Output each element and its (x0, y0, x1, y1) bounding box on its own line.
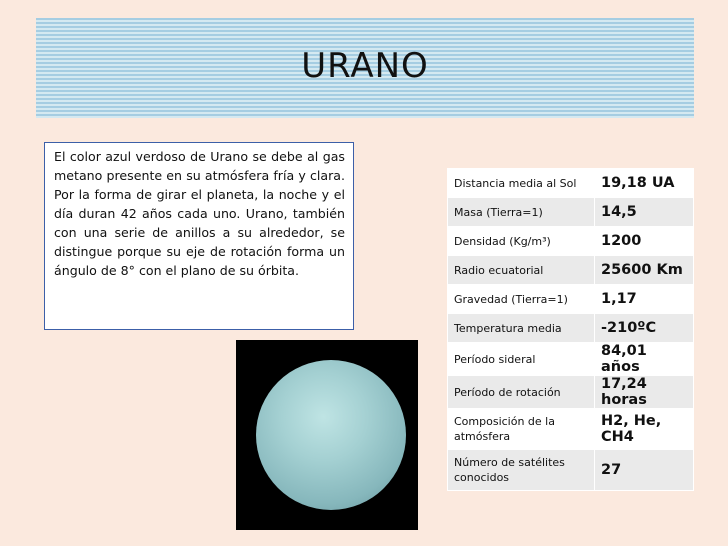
row-value: 19,18 UA (595, 169, 694, 198)
row-label: Período sideral (448, 343, 595, 376)
row-label: Radio ecuatorial (448, 256, 595, 285)
row-label: Masa (Tierra=1) (448, 198, 595, 227)
row-label: Gravedad (Tierra=1) (448, 285, 595, 314)
row-label: Temperatura media (448, 314, 595, 343)
planet-data-table (447, 168, 694, 491)
table-row (448, 450, 694, 491)
row-value: H2, He, CH4 (595, 409, 694, 450)
row-label: Número de satélites conocidos (448, 450, 595, 491)
row-label: Densidad (Kg/m³) (448, 227, 595, 256)
table-row (448, 256, 694, 285)
table-row (448, 409, 694, 450)
table-row (448, 285, 694, 314)
description-box (44, 142, 354, 330)
row-value: 14,5 (595, 198, 694, 227)
row-label: Período de rotación (448, 376, 595, 409)
row-value: 1,17 (595, 285, 694, 314)
row-value: 17,24 horas (595, 376, 694, 409)
row-value: 1200 (595, 227, 694, 256)
row-value: 27 (595, 450, 694, 491)
row-value: 84,01 años (595, 343, 694, 376)
uranus-planet (256, 360, 406, 510)
row-label: Composición de la atmósfera (448, 409, 595, 450)
row-value: -210ºC (595, 314, 694, 343)
table-row (448, 343, 694, 376)
description-text: El color azul verdoso de Urano se debe al gas metano presente en su atmósfera fría y clara. Por la forma de girar el planeta, la noche y el día duran 42 años cada uno. Urano, también con una serie de anillos a su alrededor, se distingue porque su eje de rotación forma un ángulo de 8° con el plano de su órbita. (54, 149, 345, 278)
row-value: 25600 Km (595, 256, 694, 285)
table-row (448, 376, 694, 409)
slide-title: URANO (301, 46, 429, 86)
table-row (448, 227, 694, 256)
table-row (448, 198, 694, 227)
title-band (36, 18, 694, 118)
table-row (448, 169, 694, 198)
planet-image (236, 340, 418, 530)
table-row (448, 314, 694, 343)
row-label: Distancia media al Sol (448, 169, 595, 198)
